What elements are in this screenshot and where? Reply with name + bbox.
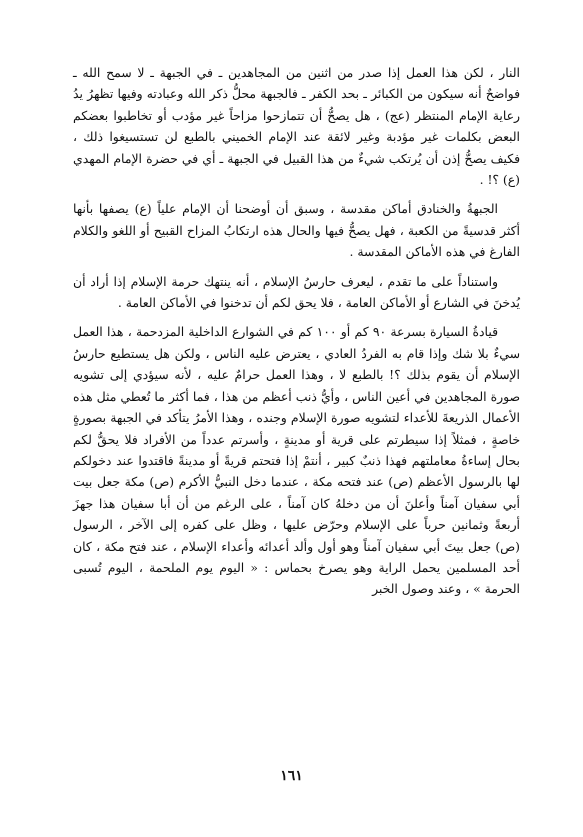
paragraph-1: النار ، لكن هذا العمل إذا صدر من اثنين من المجاهدين ـ في الجبهة ـ لا سمح الله ـ فواضحٌ أنه سيكون من الكبائر ـ بحد الكفر ـ فالجبهة محلُّ ذكر الله وعبادته وفيها تظهرُ يدُ رعاية الإمام المنتظر (عج) ، هل يصحُّ أن تتمازحوا مزاحاً غير مؤدب أو تخاطبوا بعضكم البعض بكلمات غير مؤدبة وغير لائقة عند الإمام الخميني بالطبع لن تستسيغوا ذلك ، فكيف يصحُّ إذن أن يُرتكب شيءٌ من هذا القبيل في الجبهة ـ أي في حضرة الإمام المهدي (ع) ؟! . [73,65,520,188]
page-number: ١٦١ [280,768,303,784]
paragraph-4: قيادةُ السيارة بسرعة ٩٠ كم أو ١٠٠ كم في الشوارع الداخلية المزدحمة ، هذا العمل سيءٌ بلا شك وإذا قام به الفردُ العادي ، يعترض عليه الناس ، ولكن هل يستطيع حارسُ الإسلام أن يقوم بذلك ؟! بالطبع لا ، وهذا العمل حرامٌ عليه ، لأنه سيؤدي إلى تشويه صورة المجاهدين في أعين الناس ، وأيُّ ذنب أعظم من هذا ، فما أكثر ما تُعطي مثل هذه الأعمال الذريعةَ للأعداء لتشويه صورة الإسلام وجنده ، وهذا الأمرُ يتأكد في الجبهة بصورةٍ خاصةٍ ، فمثلاً إذا سيطرتم على قرية أو مدينةٍ ، وأسرتم عدداً من الأفراد فلا يحقُّ لكم بحال إساءةُ معاملتهم فهذا ذنبٌ كبير ، أنتمْ إذا فتحتم قريةً أو مدينةً فاقتدوا عند دخولكم لها بالرسول الأعظم (ص) عند فتحه مكة ، عندما دخل النبيُّ الأكرم (ص) مكة جعل بيت أبي سفيان آمناً وأعلنَ أن من دخلهُ كان آمناً ، على الرغم من أن أبا سفيان هذا جهزَ أربعةً وثمانين حرباً على الإسلام وحرّض عليها ، وظل على كفره إلى الآخر ، الرسول (ص) جعل بيتَ أبي سفيان آمناً وهو أول وألد أعدائه وأعداء الإسلام ، عند فتح مكة ، كان أحد المسلمين يحمل الراية وهو يصرخ بحماس : « اليوم يوم الملحمة ، اليوم تُسبى الحرمة » ، وعند وصول الخبر [73,324,520,597]
paragraph-3: واستناداً على ما تقدم ، ليعرف حارسُ الإسلام ، أنه ينتهك حرمة الإسلام إذا أراد أن يُدخنَ في الشارع أو الأماكن العامة ، فلا يحق لكم أن تدخنوا في الأماكن العامة . [73,273,520,311]
body-text [73,62,520,600]
paragraph-2: الجبهةُ والخنادق أماكن مقدسة ، وسبق أن أوضحنا أن الإمام علياً (ع) يصفها بأنها أكثر قدسيةً من الكعبة ، فهل يصحُّ فيها والحال هذه ارتكابُ المزاح القبيح أو اللغو والكلام الفارغ في هذه الأماكن المقدسة . [73,201,520,260]
